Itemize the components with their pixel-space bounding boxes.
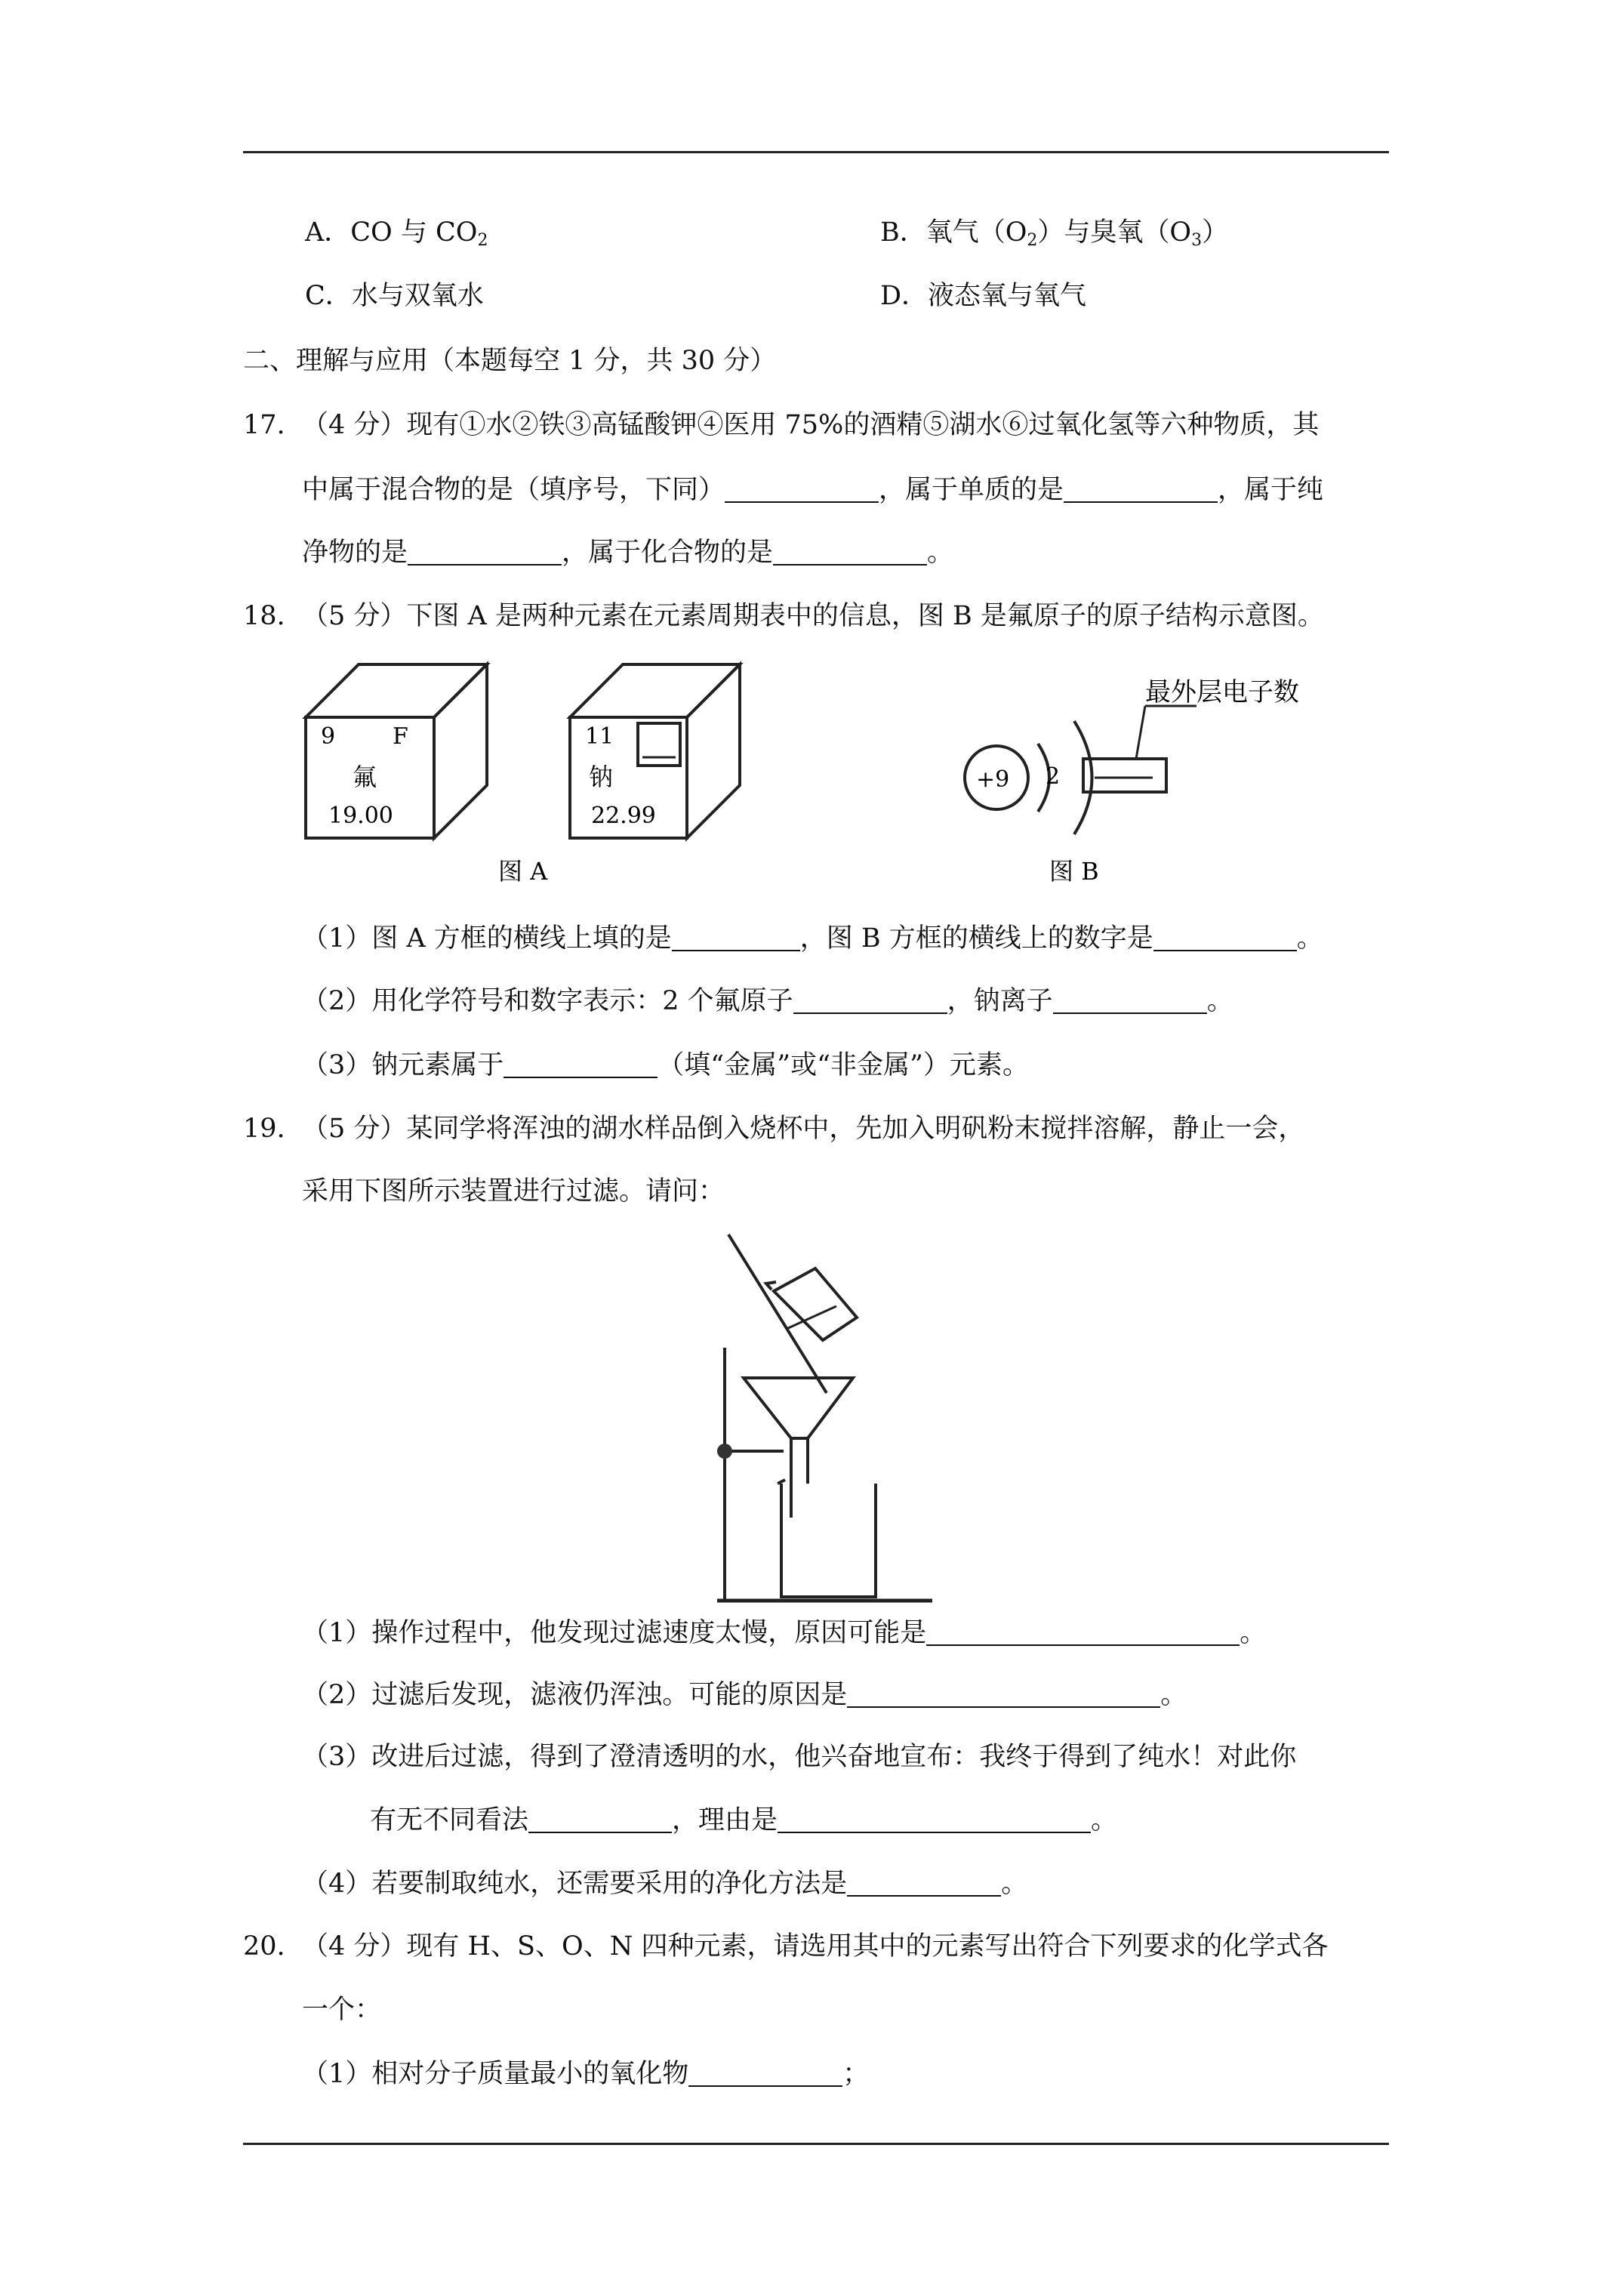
answer-blank[interactable] xyxy=(688,2058,842,2087)
shell-1-electrons: 2 xyxy=(1046,763,1061,790)
figure-b-caption: 图 B xyxy=(1049,857,1099,886)
q17-line3: 净物的是 ，属于化合物的是 。 xyxy=(302,538,954,568)
figure-a xyxy=(298,649,827,891)
answer-blank[interactable] xyxy=(504,1049,658,1078)
option-c: C．水与双氧水 xyxy=(305,281,484,311)
answer-blank[interactable] xyxy=(847,1679,1160,1708)
fluorine-mass: 19.00 xyxy=(328,803,393,829)
q19-number: 19. xyxy=(243,1114,285,1144)
q20-part1: （1）相对分子质量最小的氧化物 ； xyxy=(302,2059,870,2089)
q17-number: 17. xyxy=(243,410,285,440)
answer-blank[interactable] xyxy=(778,1804,1091,1833)
filter-funnel xyxy=(744,1378,853,1438)
outer-electron-box[interactable] xyxy=(1083,759,1166,792)
answer-blank[interactable] xyxy=(408,537,562,566)
section-title: 二、理解与应用（本题每空 1 分，共 30 分） xyxy=(243,346,777,376)
q20-line2: 一个： xyxy=(302,1995,382,2025)
sodium-name: 钠 xyxy=(589,763,614,791)
option-d: D．液态氧与氧气 xyxy=(880,281,1087,311)
q19-part1: （1）操作过程中，他发现过滤速度太慢，原因可能是 。 xyxy=(302,1618,1267,1648)
q19-line2: 采用下图所示装置进行过滤。请问： xyxy=(302,1176,725,1207)
header-rule xyxy=(243,151,1389,153)
clamp-knob xyxy=(717,1444,732,1459)
q19-part2: （2）过滤后发现，滤液仍浑浊。可能的原因是 。 xyxy=(302,1680,1187,1710)
glass-rod xyxy=(728,1234,827,1393)
fluorine-atomic-number: 9 xyxy=(321,723,336,750)
callout-leader xyxy=(1136,706,1145,759)
sodium-atomic-number: 11 xyxy=(585,723,614,750)
answer-blank[interactable] xyxy=(793,985,947,1014)
answer-blank[interactable] xyxy=(725,474,879,503)
answer-blank[interactable] xyxy=(847,1868,1001,1897)
q19-part4: （4）若要制取纯水，还需要采用的净化方法是 。 xyxy=(302,1869,1028,1899)
answer-blank[interactable] xyxy=(926,1617,1240,1646)
q20-number: 20. xyxy=(243,1931,285,1962)
nucleus-charge: +9 xyxy=(976,766,1010,793)
q17-line1: （4 分）现有①水②铁③高锰酸钾④医用 75%的酒精⑤湖水⑥过氧化氢等六种物质，其 xyxy=(302,410,1320,440)
q18-part2: （2）用化学符号和数字表示：2 个氟原子 ，钠离子 。 xyxy=(302,986,1233,1016)
answer-blank[interactable] xyxy=(773,537,927,566)
q18-part3: （3）钠元素属于 （填“金属”或“非金属”）元素。 xyxy=(302,1050,1029,1080)
fluorine-name: 氟 xyxy=(353,763,377,791)
answer-blank[interactable] xyxy=(1153,923,1297,951)
answer-blank[interactable] xyxy=(528,1804,672,1833)
q19-part3-line1: （3）改进后过滤，得到了澄清透明的水，他兴奋地宣布：我终于得到了纯水！对此你 xyxy=(302,1742,1297,1772)
answer-blank[interactable] xyxy=(672,923,800,951)
q20-line1: （4 分）现有 H、S、O、N 四种元素，请选用其中的元素写出符合下列要求的化学式各 xyxy=(302,1931,1329,1962)
figure-b xyxy=(947,664,1340,891)
q18-part1: （1）图 A 方框的横线上填的是 ，图 B 方框的横线上的数字是 。 xyxy=(302,923,1323,954)
q19-part3-line2: 有无不同看法 ，理由是 。 xyxy=(370,1805,1118,1835)
fluorine-symbol: F xyxy=(393,723,408,750)
q17-line2: 中属于混合物的是（填序号，下同） ，属于单质的是 ，属于纯 xyxy=(302,475,1324,505)
sodium-mass: 22.99 xyxy=(591,803,656,829)
beaker-lip xyxy=(766,1282,776,1290)
q19-line1: （5 分）某同学将浑浊的湖水样品倒入烧杯中，先加入明矾粉末搅拌溶解，静止一会， xyxy=(302,1114,1305,1144)
figure-a-caption: 图 A xyxy=(498,857,548,886)
q18-number: 18. xyxy=(243,601,285,631)
answer-blank[interactable] xyxy=(1053,985,1207,1014)
symbol-answer-box[interactable] xyxy=(638,723,680,766)
footer-rule xyxy=(243,2143,1389,2145)
option-a: A．CO 与 $CO_2$ xyxy=(305,217,488,250)
q18-stem: （5 分）下图 A 是两种元素在元素周期表中的信息，图 B 是氟原子的原子结构示意图。 xyxy=(302,601,1324,631)
answer-blank[interactable] xyxy=(1064,474,1218,503)
outer-shell-label: 最外层电子数 xyxy=(1145,677,1299,707)
filtration-apparatus xyxy=(702,1223,951,1616)
option-b: B．氧气$(O_2)$与臭氧$(O_3)$ xyxy=(880,217,1229,250)
